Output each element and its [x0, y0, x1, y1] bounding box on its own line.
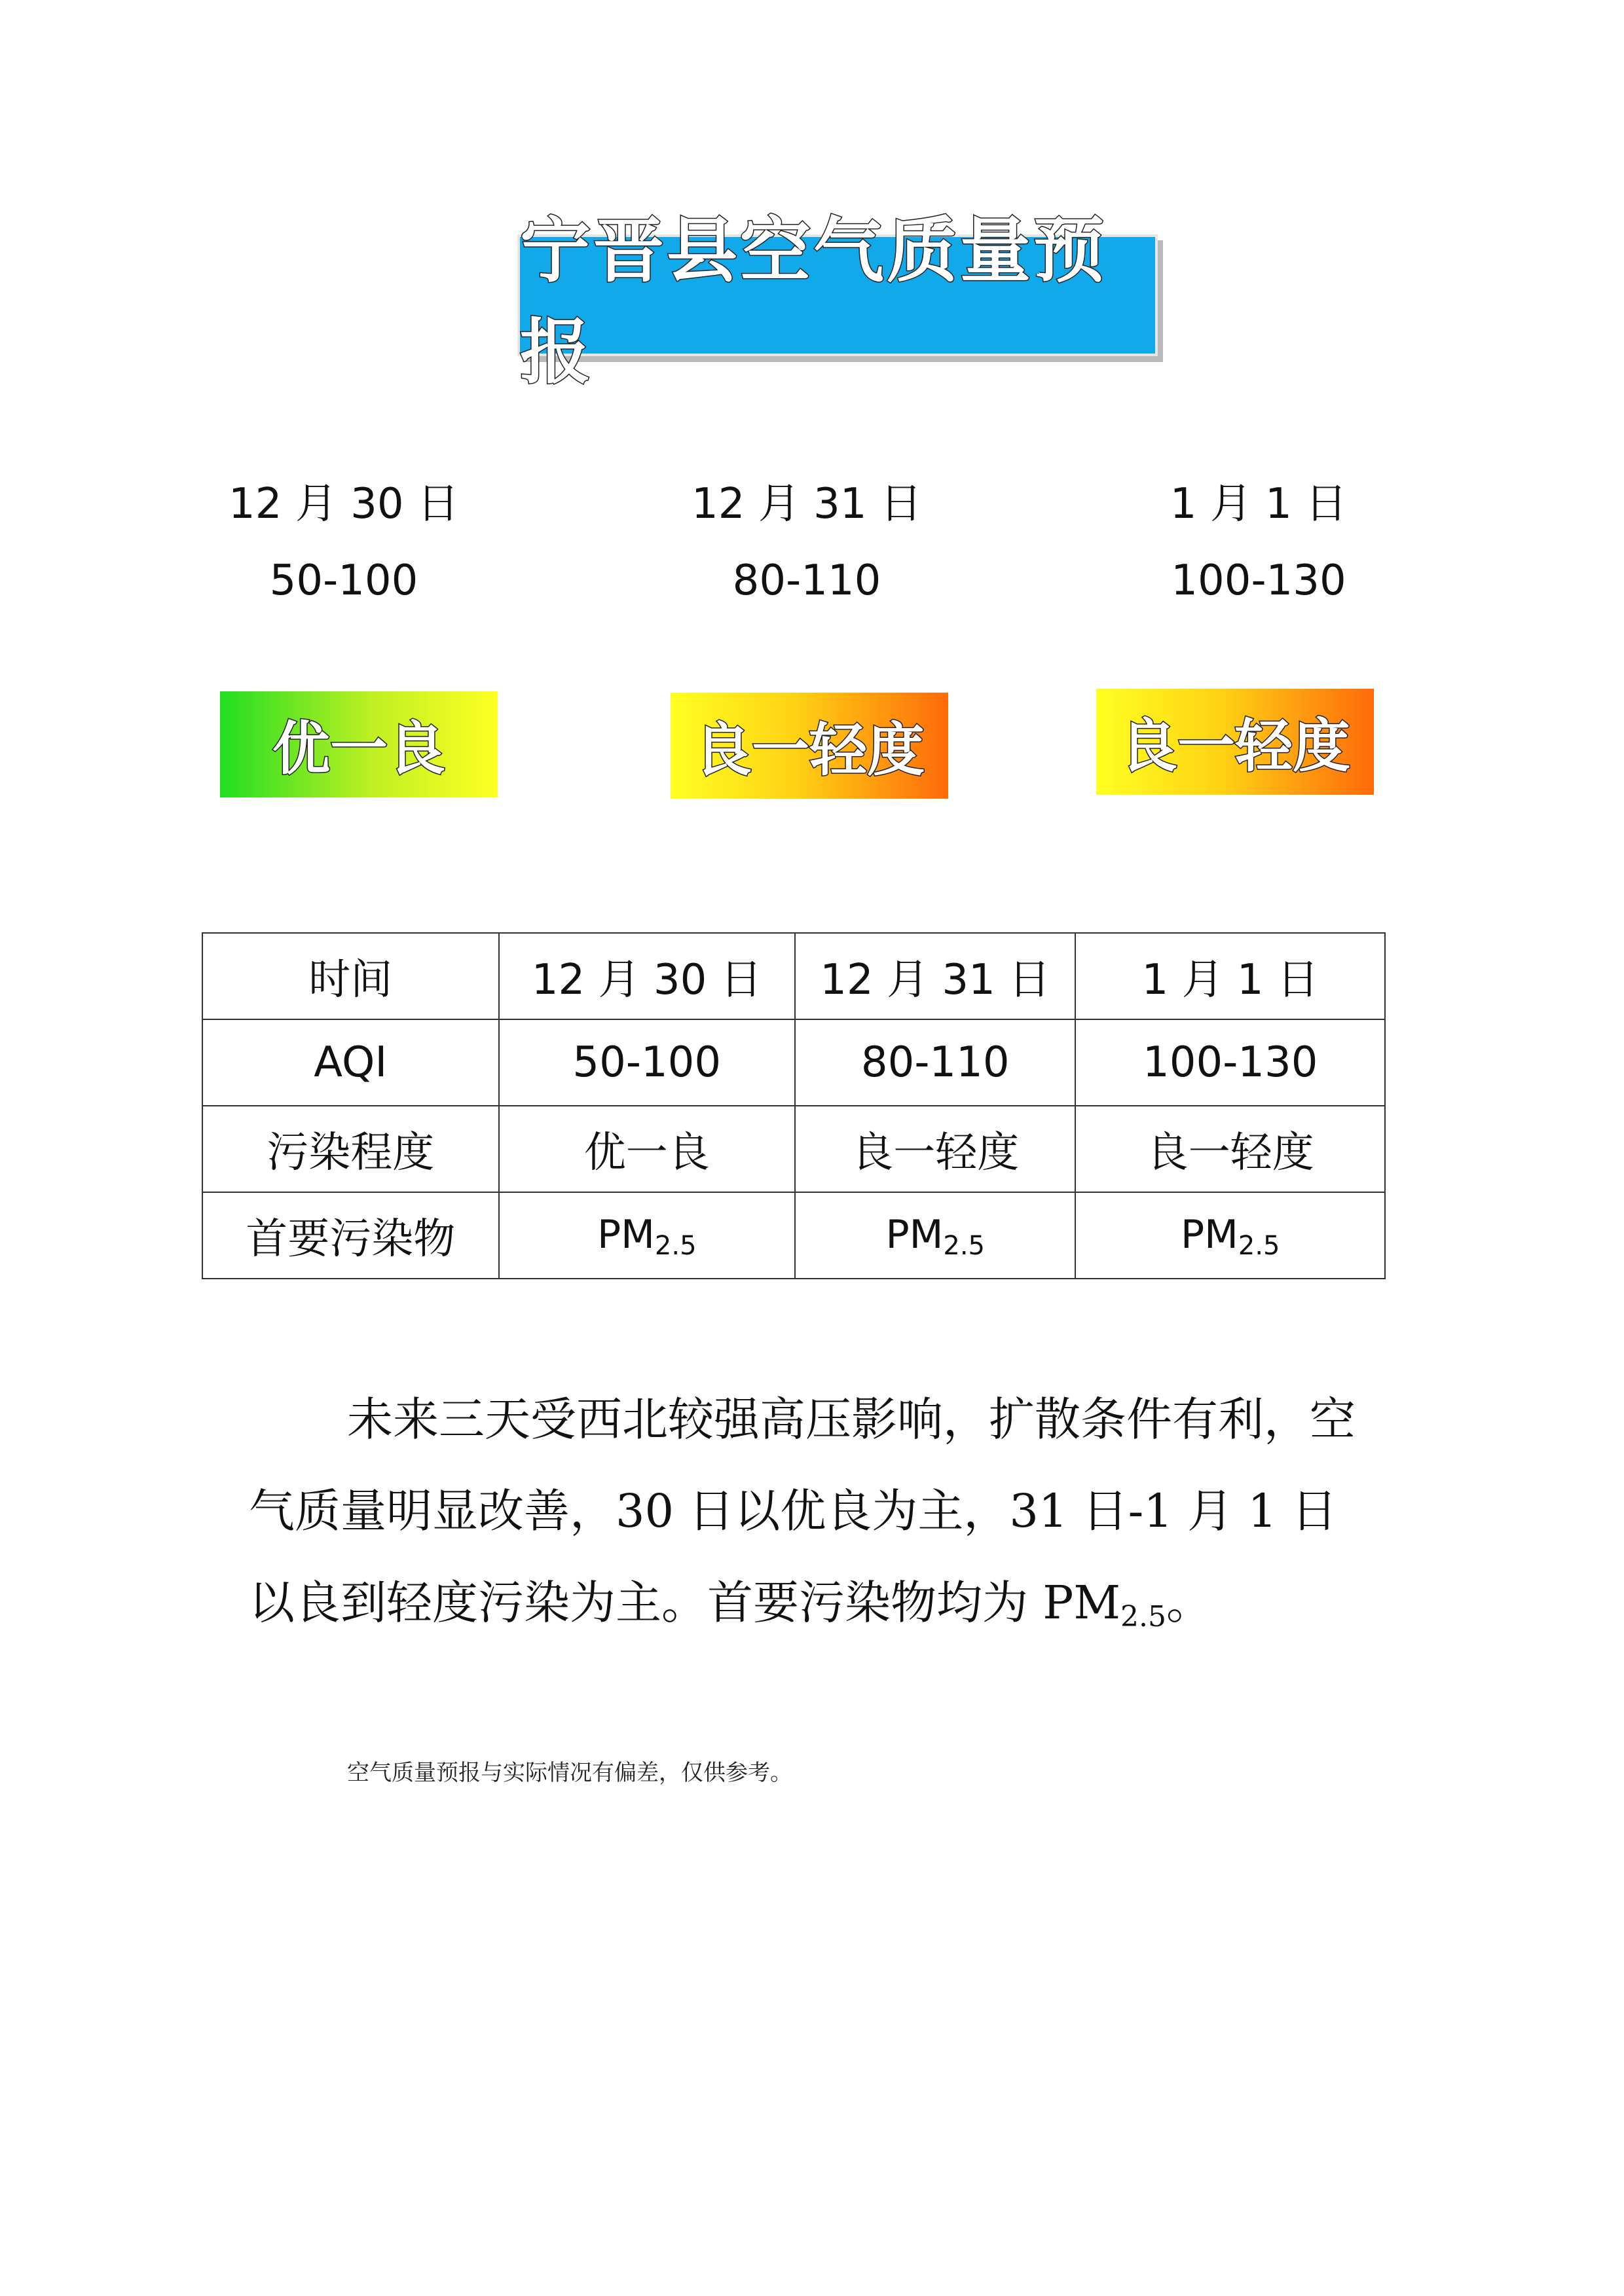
cell-pollutant-3	[1075, 1192, 1385, 1279]
row-label-aqi: AQI	[202, 1019, 499, 1106]
forecast-end: 。	[1166, 1576, 1213, 1630]
cell-time-3: 1 月 1 日	[1075, 933, 1385, 1019]
pollutant-subscript: 2.5	[943, 1231, 986, 1261]
cell-pollutant-2	[795, 1192, 1075, 1279]
day-3-range: 100-130	[1171, 556, 1346, 605]
day-2-range: 80-110	[732, 556, 881, 605]
day-2-level-label: 良一轻度	[693, 716, 925, 784]
row-label-pollutant: 首要污染物	[202, 1192, 499, 1279]
forecast-paragraph	[249, 1374, 1382, 1663]
day-2-level-badge	[671, 693, 948, 799]
row-label-time: 时间	[202, 933, 499, 1019]
forecast-subscript: 2.5	[1120, 1600, 1167, 1633]
day-1-level-badge	[220, 691, 498, 797]
day-3-level-label: 良一轻度	[1119, 712, 1350, 780]
title-banner	[517, 210, 1158, 393]
cell-aqi-3: 100-130	[1075, 1019, 1385, 1106]
day-3-date: 1 月 1 日	[1170, 480, 1348, 528]
pollutant-subscript: 2.5	[1238, 1231, 1280, 1261]
cell-aqi-2: 80-110	[795, 1019, 1075, 1106]
cell-time-2: 12 月 31 日	[795, 933, 1075, 1019]
table-row	[202, 1192, 1385, 1279]
row-label-level: 污染程度	[202, 1106, 499, 1192]
cell-time-1: 12 月 30 日	[499, 933, 796, 1019]
day-1-level-label: 优一良	[272, 715, 445, 782]
disclaimer-note: 空气质量预报与实际情况有偏差，仅供参考。	[347, 1760, 792, 1786]
day-2-date: 12 月 31 日	[692, 480, 922, 528]
cell-level-2: 良一轻度	[795, 1106, 1075, 1192]
cell-level-3: 良一轻度	[1075, 1106, 1385, 1192]
cell-level-1: 优一良	[499, 1106, 796, 1192]
table-row	[202, 1106, 1385, 1192]
day-3-level-badge	[1096, 689, 1374, 795]
table-row	[202, 1019, 1385, 1106]
forecast-text: 未来三天受西北较强高压影响，扩散条件有利，空气质量明显改善，30 日以优良为主，31 日-1 月 1 日以良到轻度污染为主。首要污染物均为 PM	[249, 1393, 1356, 1630]
pollutant-name: PM	[1180, 1212, 1238, 1258]
day-1-date: 12 月 30 日	[229, 480, 459, 528]
cell-pollutant-1	[499, 1192, 796, 1279]
cell-aqi-1: 50-100	[499, 1019, 796, 1106]
aqi-table	[202, 932, 1386, 1279]
pollutant-name: PM	[597, 1212, 655, 1258]
pollutant-subscript: 2.5	[654, 1231, 697, 1261]
pollutant-name: PM	[885, 1212, 944, 1258]
table-row	[202, 933, 1385, 1019]
page-title: 宁晋县空气质量预报	[520, 210, 1107, 393]
day-1-range: 50-100	[269, 556, 418, 605]
